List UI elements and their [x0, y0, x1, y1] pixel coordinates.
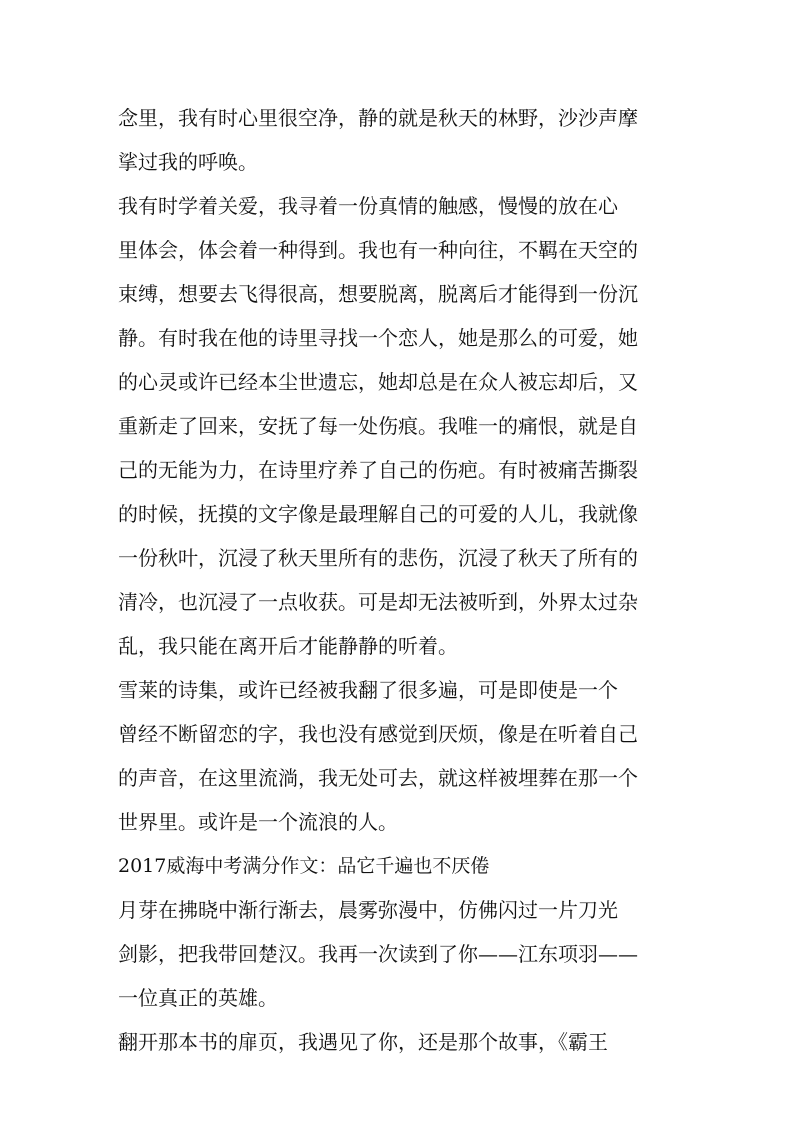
text-line: 我有时学着关爱，我寻着一份真情的触感，慢慢的放在心	[118, 194, 618, 218]
text-line: 月芽在拂晓中渐行渐去，晨雾弥漫中，仿佛闪过一片刀光	[118, 898, 618, 922]
text-line: 的心灵或许已经本尘世遗忘，她却总是在众人被忘却后，又	[118, 370, 638, 394]
text-line: 一位真正的英雄。	[118, 986, 278, 1010]
text-line: 束缚，想要去飞得很高，想要脱离，脱离后才能得到一份沉	[118, 282, 638, 306]
text-line: 清冷，也沉浸了一点收获。可是却无法被听到，外界太过杂	[118, 590, 638, 614]
text-line: 静。有时我在他的诗里寻找一个恋人，她是那么的可爱，她	[118, 326, 638, 350]
text-line: 翻开那本书的扉页，我遇见了你，还是那个故事，《霸王	[118, 1030, 608, 1054]
text-line: 乱，我只能在离开后才能静静的听着。	[118, 634, 458, 658]
text-line: 一份秋叶，沉浸了秋天里所有的悲伤，沉浸了秋天了所有的	[118, 546, 638, 570]
text-line: 的声音，在这里流淌，我无处可去，就这样被埋葬在那一个	[118, 766, 638, 790]
text-line: 世界里。或许是一个流浪的人。	[118, 810, 398, 834]
text-line: 重新走了回来，安抚了每一处伤痕。我唯一的痛恨，就是自	[118, 414, 638, 438]
text-line: 的时候，抚摸的文字像是最理解自己的可爱的人儿，我就像	[118, 502, 638, 526]
text-line: 雪莱的诗集，或许已经被我翻了很多遍，可是即使是一个	[118, 678, 618, 702]
text-line: 念里，我有时心里很空净，静的就是秋天的林野，沙沙声摩	[118, 106, 638, 130]
text-line: 曾经不断留恋的字，我也没有感觉到厌烦，像是在听着自己	[118, 722, 638, 746]
text-line: 里体会，体会着一种得到。我也有一种向往，不羁在天空的	[118, 238, 638, 262]
text-line: 挲过我的呼唤。	[118, 150, 258, 174]
text-line: 己的无能为力，在诗里疗养了自己的伤疤。有时被痛苦撕裂	[118, 458, 638, 482]
text-line: 剑影，把我带回楚汉。我再一次读到了你——江东项羽——	[118, 942, 638, 966]
essay-title: 2017威海中考满分作文：品它千遍也不厌倦	[118, 855, 490, 877]
